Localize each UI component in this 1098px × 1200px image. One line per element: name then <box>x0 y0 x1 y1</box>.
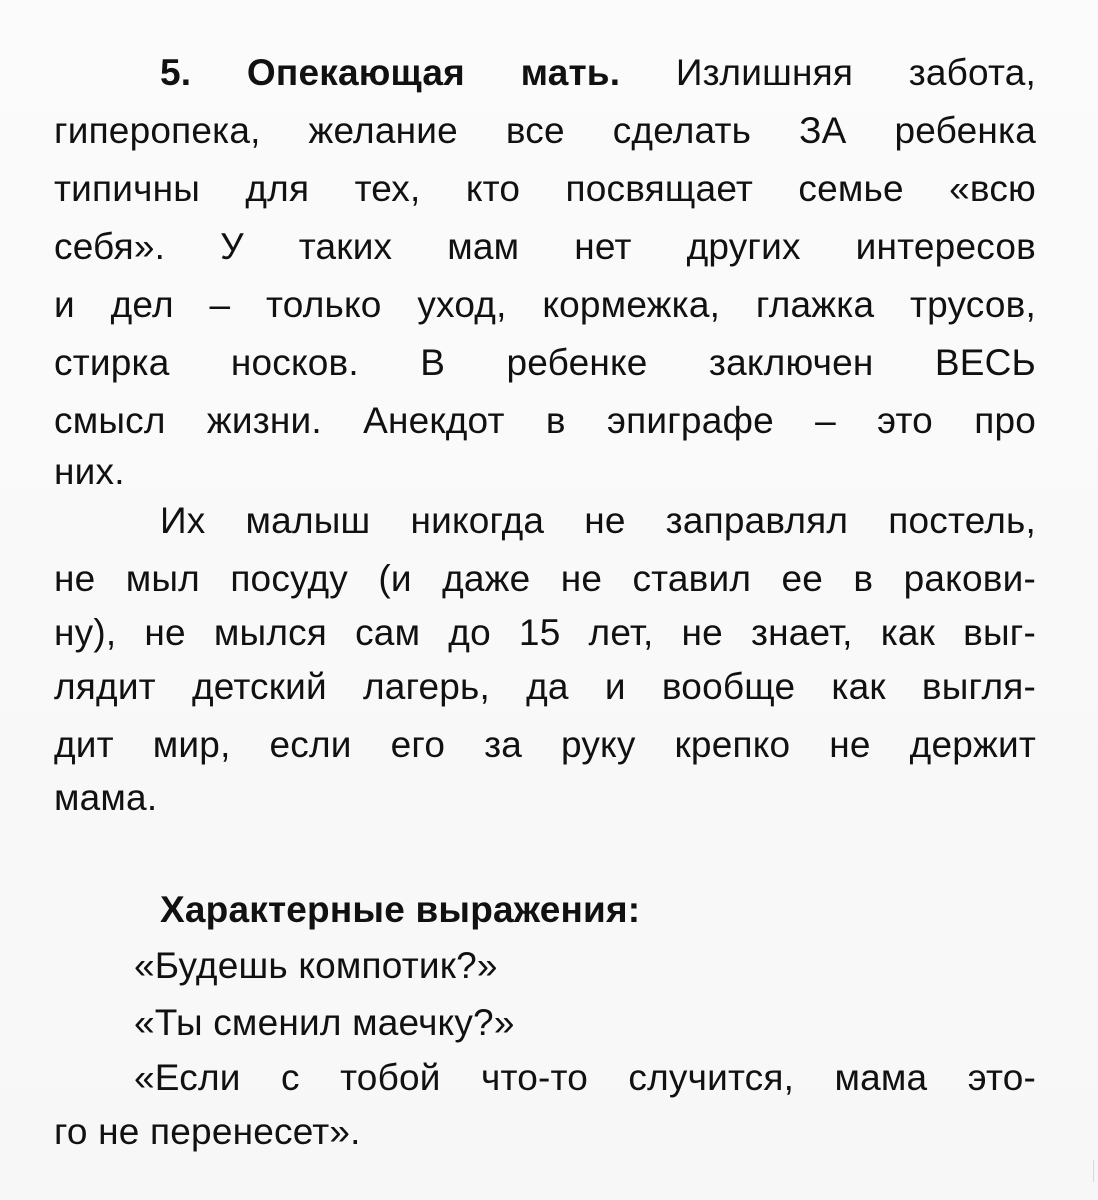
paragraph-1-line-2: гиперопека, желание все сделать ЗА ребенка <box>54 110 1036 151</box>
paragraph-2-line-4: лядит детский лагерь, да и вообще как выгля- <box>54 666 1036 707</box>
expression-quote-3-line-1: «Если с тобой что-то случится, мама это- <box>134 1057 1036 1098</box>
paragraph-2-line-1: Их малыш никогда не заправлял постель, <box>160 500 1036 541</box>
paragraph-2-line-6: мама. <box>54 777 158 818</box>
paragraph-1-line-1-text: Излишняя забота, <box>675 52 1036 93</box>
paragraph-1-line-6: стирка носков. В ребенке заключен ВЕСЬ <box>54 342 1036 383</box>
section-title: Опекающая мать. <box>246 52 621 93</box>
section-number: 5. <box>160 52 192 93</box>
paragraph-2-line-2: не мыл посуду (и даже не ставил ее в ракови- <box>54 558 1036 599</box>
paragraph-2-line-5: дит мир, если его за руку крепко не держит <box>54 724 1036 765</box>
expression-quote-3-line-2: го не перенесет». <box>54 1111 361 1152</box>
paragraph-1-line-5: и дел – только уход, кормежка, глажка трусов, <box>54 284 1036 325</box>
paragraph-1-line-7: смысл жизни. Анекдот в эпиграфе – это про <box>54 400 1036 441</box>
expression-quote-2: «Ты сменил маечку?» <box>134 1002 515 1043</box>
page-edge-mark <box>1087 1160 1094 1182</box>
expressions-heading: Характерные выражения: <box>160 889 641 930</box>
paragraph-2-line-3: ну), не мылся сам до 15 лет, не знает, как выг- <box>54 612 1036 653</box>
paragraph-1-line-4: себя». У таких мам нет других интересов <box>54 226 1036 267</box>
paragraph-1-line-8: них. <box>54 451 125 492</box>
expression-quote-1: «Будешь компотик?» <box>134 945 498 986</box>
paragraph-1-line-1 <box>160 43 1036 103</box>
paragraph-1-line-3: типичны для тех, кто посвящает семье «всю <box>54 168 1036 209</box>
